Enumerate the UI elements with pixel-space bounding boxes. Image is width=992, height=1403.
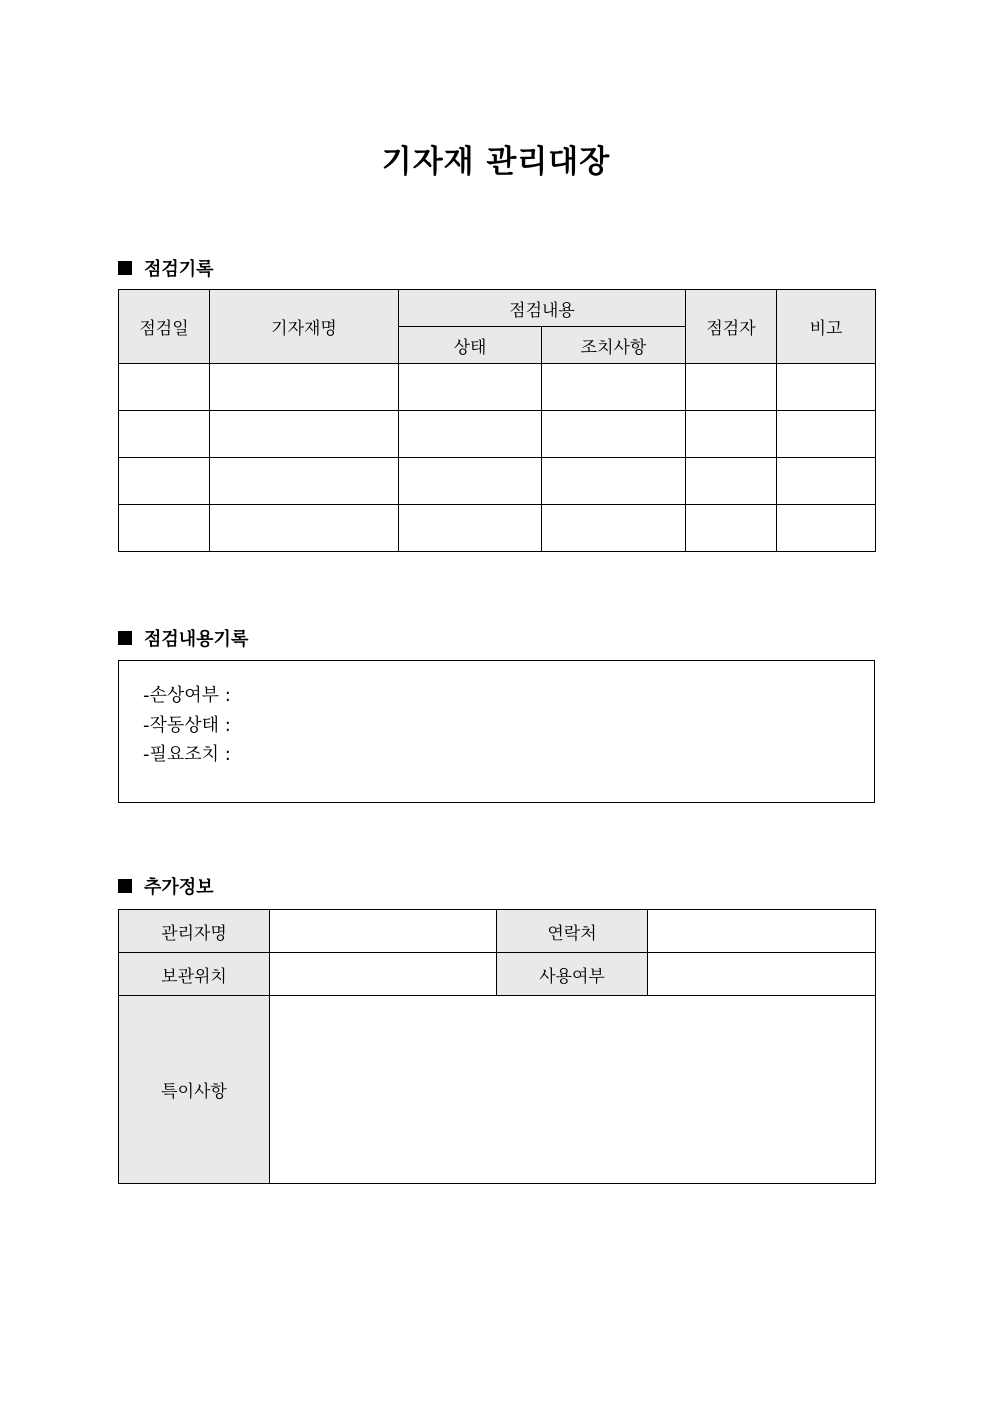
record-line-damage: -손상여부 : (143, 685, 231, 706)
cell-status[interactable] (399, 411, 542, 458)
cell-date[interactable] (119, 458, 210, 505)
cell-equipment-name[interactable] (210, 411, 399, 458)
page-title: 기자재 관리대장 (381, 144, 611, 180)
section-heading-additional (118, 873, 214, 899)
cell-inspector[interactable] (686, 505, 777, 552)
square-bullet-icon (118, 631, 132, 645)
cell-status[interactable] (399, 458, 542, 505)
cell-action[interactable] (542, 505, 686, 552)
cell-remarks[interactable] (777, 505, 876, 552)
header-date: 점검일 (119, 290, 210, 364)
header-content-group: 점검내용 (399, 290, 686, 327)
header-inspector: 점검자 (686, 290, 777, 364)
section-heading-inspection (118, 255, 214, 281)
record-line-required-action: -필요조치 : (143, 744, 231, 765)
location-label: 보관위치 (119, 953, 270, 996)
cell-inspector[interactable] (686, 364, 777, 411)
square-bullet-icon (118, 879, 132, 893)
cell-status[interactable] (399, 364, 542, 411)
cell-equipment-name[interactable] (210, 505, 399, 552)
table-row (119, 458, 876, 505)
content-record-box[interactable] (118, 660, 875, 803)
section-heading-label: 점검기록 (144, 259, 214, 280)
additional-info-table (118, 909, 876, 1184)
cell-remarks[interactable] (777, 458, 876, 505)
table-row (119, 364, 876, 411)
cell-action[interactable] (542, 364, 686, 411)
cell-inspector[interactable] (686, 458, 777, 505)
contact-field[interactable] (648, 910, 876, 953)
cell-date[interactable] (119, 411, 210, 458)
table-row (119, 505, 876, 552)
header-remarks: 비고 (777, 290, 876, 364)
header-action: 조치사항 (542, 327, 686, 364)
manager-label: 관리자명 (119, 910, 270, 953)
manager-field[interactable] (270, 910, 497, 953)
cell-status[interactable] (399, 505, 542, 552)
cell-action[interactable] (542, 458, 686, 505)
section-heading-label: 점검내용기록 (144, 629, 249, 650)
section-heading-label: 추가정보 (144, 877, 214, 898)
cell-equipment-name[interactable] (210, 458, 399, 505)
location-field[interactable] (270, 953, 497, 996)
usage-field[interactable] (648, 953, 876, 996)
record-line-operation: -작동상태 : (143, 714, 231, 736)
section-heading-content-record (118, 625, 248, 651)
content-record-lines (143, 681, 231, 770)
contact-label: 연락처 (497, 910, 648, 953)
usage-label: 사용여부 (497, 953, 648, 996)
notes-field[interactable] (270, 996, 876, 1184)
cell-remarks[interactable] (777, 364, 876, 411)
inspection-table (118, 289, 876, 552)
header-status: 상태 (399, 327, 542, 364)
table-row (119, 411, 876, 458)
cell-action[interactable] (542, 411, 686, 458)
cell-remarks[interactable] (777, 411, 876, 458)
cell-inspector[interactable] (686, 411, 777, 458)
cell-equipment-name[interactable] (210, 364, 399, 411)
cell-date[interactable] (119, 505, 210, 552)
notes-label: 특이사항 (119, 996, 270, 1184)
cell-date[interactable] (119, 364, 210, 411)
header-equipment-name: 기자재명 (210, 290, 399, 364)
square-bullet-icon (118, 261, 132, 275)
